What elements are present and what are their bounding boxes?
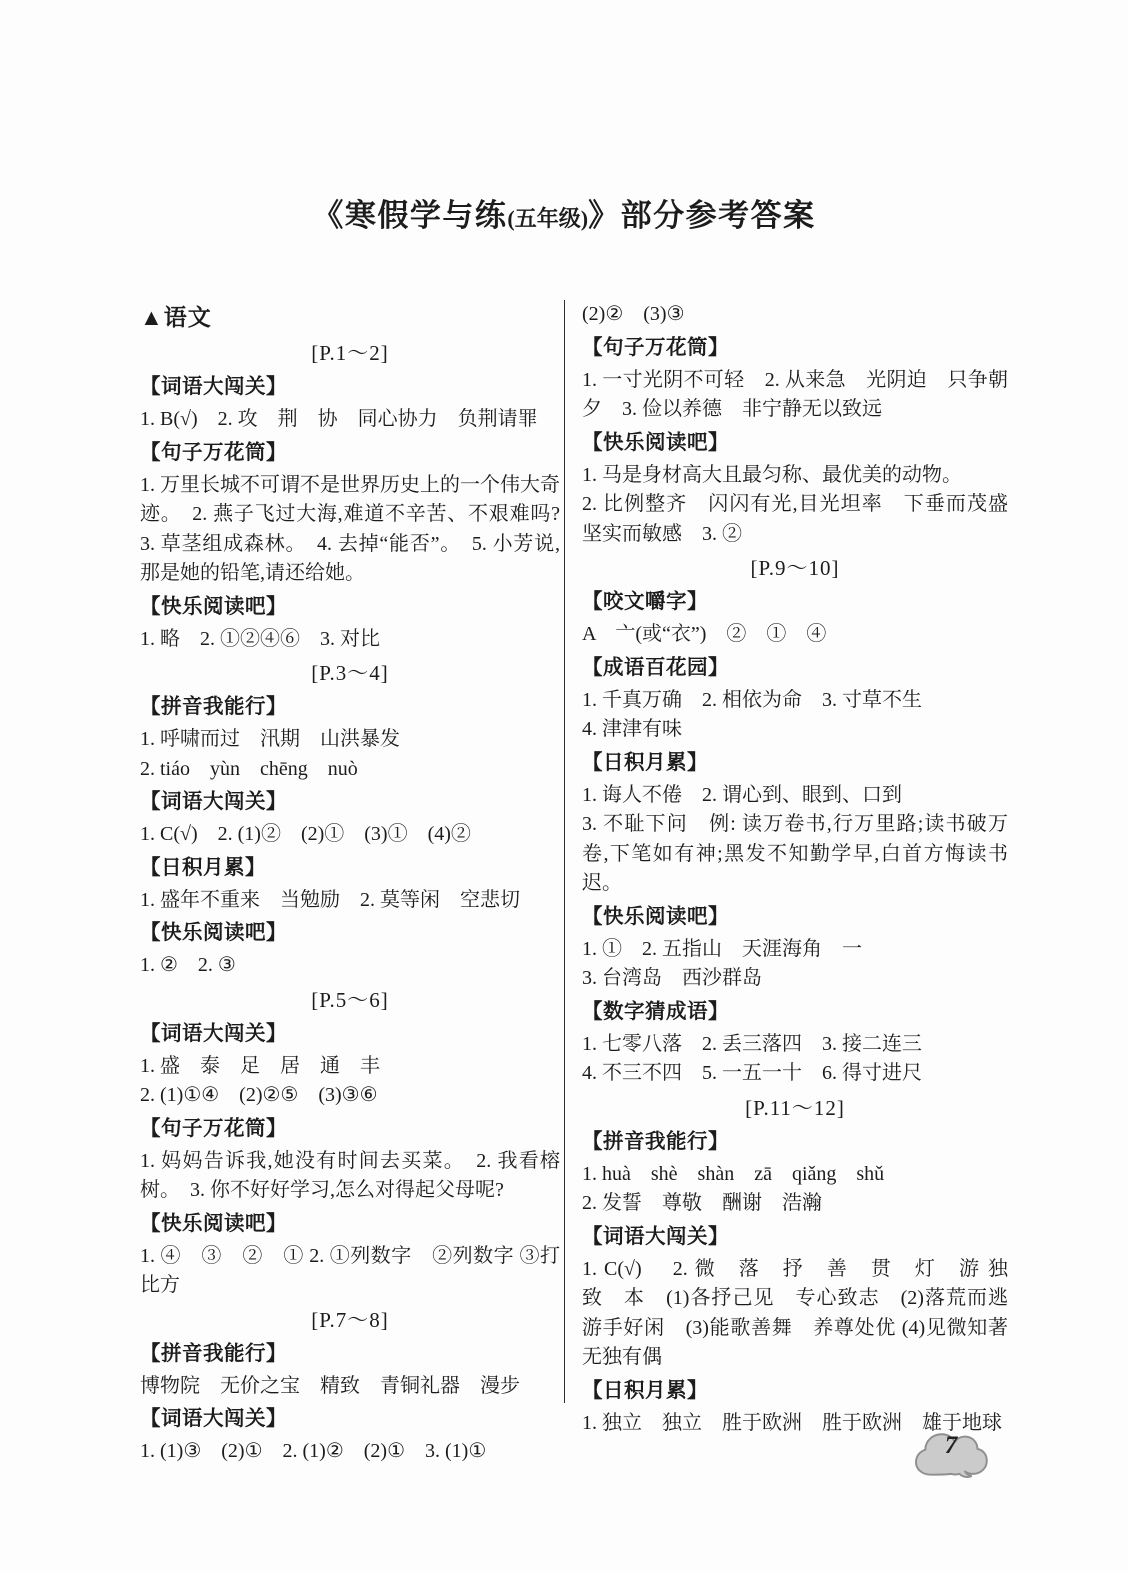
answer-line: 2. 发誓 尊敬 酬谢 浩瀚 bbox=[582, 1192, 822, 1214]
answer-line: 3. 不耻下问 例: 读万卷书,行万里路;读书破万卷,下笔如有神;黑发不知勤学早,白首方悔读书迟。 bbox=[582, 813, 1008, 894]
answer-section-heading: 【拼音我能行】 bbox=[140, 1341, 287, 1365]
answer-line: 1. ① 2. 五指山 天涯海角 一 bbox=[582, 937, 862, 960]
answer-line: 1. 万里长城不可谓不是世界历史上的一个伟大奇迹。 2. 燕子飞过大海,难道不辛苦、不艰难吗? 3. 草茎组成森林。 4. 去掉“能否”。 5. 小芳说,那是她的铅笔,请还给她。 bbox=[140, 473, 560, 584]
answer-section-heading: 【句子万花筒】 bbox=[140, 1116, 287, 1140]
answer-line: A 亠(或“衣”) ② ① ④ bbox=[582, 623, 827, 645]
answer-line: 1. (1)③ (2)① 2. (1)② (2)① 3. (1)① bbox=[140, 1440, 487, 1462]
answer-line: 1. 盛 泰 足 居 通 丰 bbox=[140, 1054, 380, 1077]
page-number: 7 bbox=[944, 1432, 958, 1459]
answer-section-heading: 【快乐阅读吧】 bbox=[140, 1211, 287, 1235]
answer-section-heading: 【快乐阅读吧】 bbox=[140, 921, 287, 944]
page-title bbox=[0, 190, 1128, 235]
answer-line: 1. C(√) 2. (1)② (2)① (3)① (4)② bbox=[140, 823, 471, 845]
answer-line: 1. 七零八落 2. 丢三落四 3. 接二连三 bbox=[582, 1032, 922, 1055]
answer-section-heading: 【日积月累】 bbox=[582, 750, 708, 774]
page-range-label: [P.9～10] bbox=[750, 556, 840, 580]
right-column bbox=[565, 300, 1028, 1434]
page-range-label: [P.11～12] bbox=[745, 1095, 845, 1120]
left-column bbox=[140, 300, 565, 1462]
answer-section-heading: 【快乐阅读吧】 bbox=[582, 904, 729, 928]
answer-line: 1. ④ ③ ② ① 2. ①列数字 ②列数字 ③打比方 bbox=[140, 1244, 560, 1296]
answer-line: 1. 千真万确 2. 相依为命 3. 寸草不生 bbox=[582, 688, 922, 711]
page-range-label: [P.5～6] bbox=[311, 987, 389, 1012]
answer-section-heading: 【词语大闯关】 bbox=[140, 1407, 287, 1430]
answer-line: 1. 呼啸而过 汛期 山洪暴发 bbox=[140, 728, 400, 750]
answer-line: 1. 妈妈告诉我,她没有时间去买菜。 2. 我看榕树。 3. 你不好好学习,怎么对得起父母呢? bbox=[140, 1149, 560, 1201]
answer-line: 2. 比例整齐 闪闪有光,目光坦率 下垂而茂盛 坚实而敏感 3. ② bbox=[582, 493, 1008, 545]
answer-section-heading: 【词语大闯关】 bbox=[140, 790, 287, 813]
answer-section-heading: 【日积月累】 bbox=[582, 1378, 708, 1402]
answer-line: (2)② (3)③ bbox=[582, 303, 685, 325]
subject-heading: ▲语文 bbox=[140, 304, 212, 330]
answer-line: 1. 盛年不重来 当勉励 2. 莫等闲 空悲切 bbox=[140, 888, 520, 911]
answer-section-heading: 【词语大闯关】 bbox=[582, 1224, 729, 1248]
answer-section-heading: 【拼音我能行】 bbox=[140, 695, 287, 718]
answer-line: 4. 不三不四 5. 一五一十 6. 得寸进尺 bbox=[582, 1062, 922, 1084]
answer-line: 1. C(√) 2. 微 落 抒 善 贯 灯 游 独 致 本 (1)各抒己见 专心致志 (2)落荒而逃 游手好闲 (3)能歌善舞 养尊处优 (4)见微知著 无独有偶 bbox=[582, 1257, 1028, 1368]
answer-line: 2. tiáo yùn chēng nuò bbox=[140, 757, 358, 780]
answer-line: 3. 台湾岛 西沙群岛 bbox=[582, 967, 762, 989]
answer-line: 1. ② 2. ③ bbox=[140, 954, 236, 976]
answer-line: 1. huà shè shàn zā qiǎng shǔ bbox=[582, 1162, 885, 1185]
answer-section-heading: 【词语大闯关】 bbox=[140, 375, 287, 398]
page-range-label: [P.3～4] bbox=[311, 661, 389, 685]
answer-section-heading: 【成语百花园】 bbox=[582, 655, 729, 679]
page-title-suffix: 》部分参考答案 bbox=[588, 198, 816, 233]
answer-line: 1. 独立 独立 胜于欧洲 胜于欧洲 雄于地球 bbox=[582, 1411, 1002, 1434]
answer-line: 2. (1)①④ (2)②⑤ (3)③⑥ bbox=[140, 1084, 378, 1106]
page-range-label: [P.1～2] bbox=[311, 341, 389, 365]
answer-section-heading: 【咬文嚼字】 bbox=[582, 590, 708, 613]
answer-section-heading: 【词语大闯关】 bbox=[140, 1021, 287, 1045]
answer-line: 1. B(√) 2. 攻 荆 协 同心协力 负荆请罪 bbox=[140, 408, 538, 430]
page-number-cloud bbox=[912, 1428, 990, 1484]
answer-section-heading: 【句子万花筒】 bbox=[582, 335, 729, 359]
page-title-book: 《寒假学与练 bbox=[312, 198, 508, 233]
answer-line: 博物院 无价之宝 精致 青铜礼器 漫步 bbox=[140, 1374, 520, 1397]
answer-line: 4. 津津有味 bbox=[582, 718, 682, 740]
answer-section-heading: 【句子万花筒】 bbox=[140, 440, 287, 464]
answer-line: 1. 略 2. ①②④⑥ 3. 对比 bbox=[140, 627, 380, 650]
answer-line: 1. 诲人不倦 2. 谓心到、眼到、口到 bbox=[582, 783, 902, 806]
answer-line: 1. 一寸光阴不可轻 2. 从来急 光阴迫 只争朝夕 3. 俭以养德 非宁静无以致远 bbox=[582, 368, 1008, 420]
answer-section-heading: 【数字猜成语】 bbox=[582, 999, 729, 1023]
answer-section-heading: 【日积月累】 bbox=[140, 855, 266, 879]
answer-section-heading: 【快乐阅读吧】 bbox=[582, 430, 729, 454]
answer-section-heading: 【快乐阅读吧】 bbox=[140, 594, 287, 618]
answer-line: 1. 马是身材高大且最匀称、最优美的动物。 bbox=[582, 463, 962, 486]
page-range-label: [P.7～8] bbox=[311, 1307, 389, 1332]
answer-section-heading: 【拼音我能行】 bbox=[582, 1129, 729, 1153]
answer-columns bbox=[140, 300, 1028, 1462]
page-title-grade: (五年级) bbox=[507, 206, 589, 231]
